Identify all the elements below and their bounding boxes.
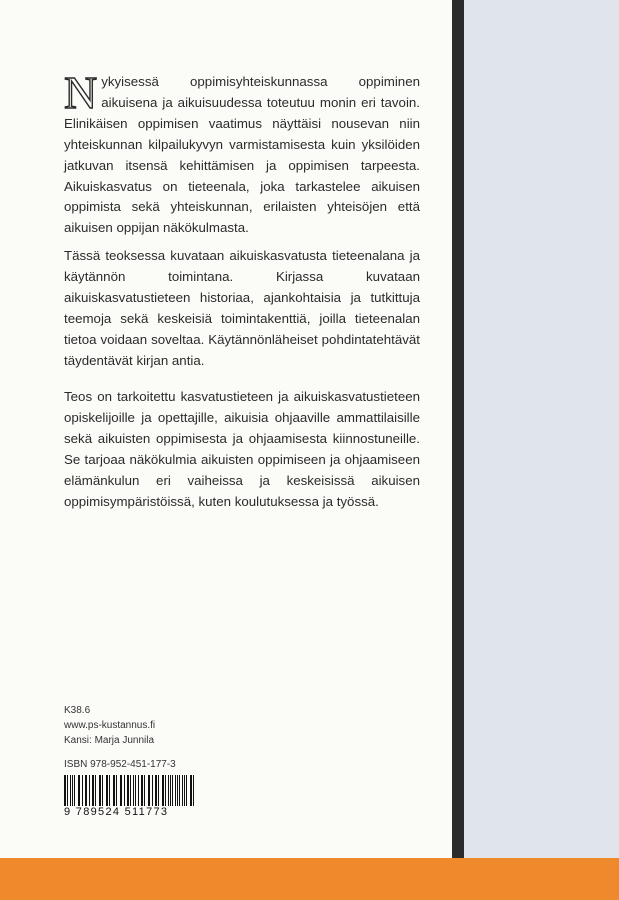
barcode-number: 9 789524 511773 — [64, 806, 196, 819]
cover-credit: Kansi: Marja Junnila — [64, 735, 155, 746]
bottom-orange-band — [0, 858, 619, 900]
paragraph-3-text: Teos on tarkoitettu kasvatustieteen ja aikuiskasvatustieteen opiskelijoille ja opettajille, aikuisia ohjaaville ammattilaisille sekä aikuisten oppimisesta ja ohjaamisesta kiinnostuneille. Se tarjoaa näkökulmia aikuisten oppimiseen ja ohjaamiseen elämänkulun eri vaiheissa ja keskeisissä aikuisen oppimisympäristöissä, kuten koulutuksessa ja työssä. — [64, 389, 420, 509]
isbn-text: ISBN 978-952-451-177-3 — [64, 759, 176, 770]
spine-light-panel — [464, 0, 619, 858]
spine-dark-stripe — [452, 0, 464, 858]
paragraph-1-text: ykyisessä oppimisyhteiskunnassa oppiminen aikuisena ja aikuisuudessa toteutuu monin eri tavoin. Elinikäisen oppimisen vaatimus näyttäisi nousevan niin yhteiskunnan kilpailukyvyn varmistamisesta kuin yksilöiden jatkuvan itsensä kehittämisen ja oppimisen tarpeesta. Aikuiskasvatus on tieteenala, joka tarkastelee aikuisen oppimista sekä yhteiskunnan, erilaisten yhteisöjen että aikuisen oppijan näkökulmasta. — [64, 74, 420, 236]
publisher-website: www.ps-kustannus.fi — [64, 720, 156, 731]
classification-code: K38.6 — [64, 705, 91, 716]
blurb-paragraph-2 — [64, 246, 420, 371]
drop-cap: N — [64, 67, 98, 118]
blurb-paragraph-3 — [64, 387, 420, 512]
blurb-paragraph-1 — [64, 67, 420, 239]
paragraph-2-text: Tässä teoksessa kuvataan aikuiskasvatusta tieteenalana ja käytännön toimintana. Kirjassa kuvataan aikuiskasvatustieteen historiaa, ajankohtaisia ja tutkittuja teemoja sekä keskeisiä toimintakenttiä, joilla tieteenalan tietoa voidaan soveltaa. Käytännönläheiset pohdintatehtävät täydentävät kirjan antia. — [64, 248, 420, 368]
